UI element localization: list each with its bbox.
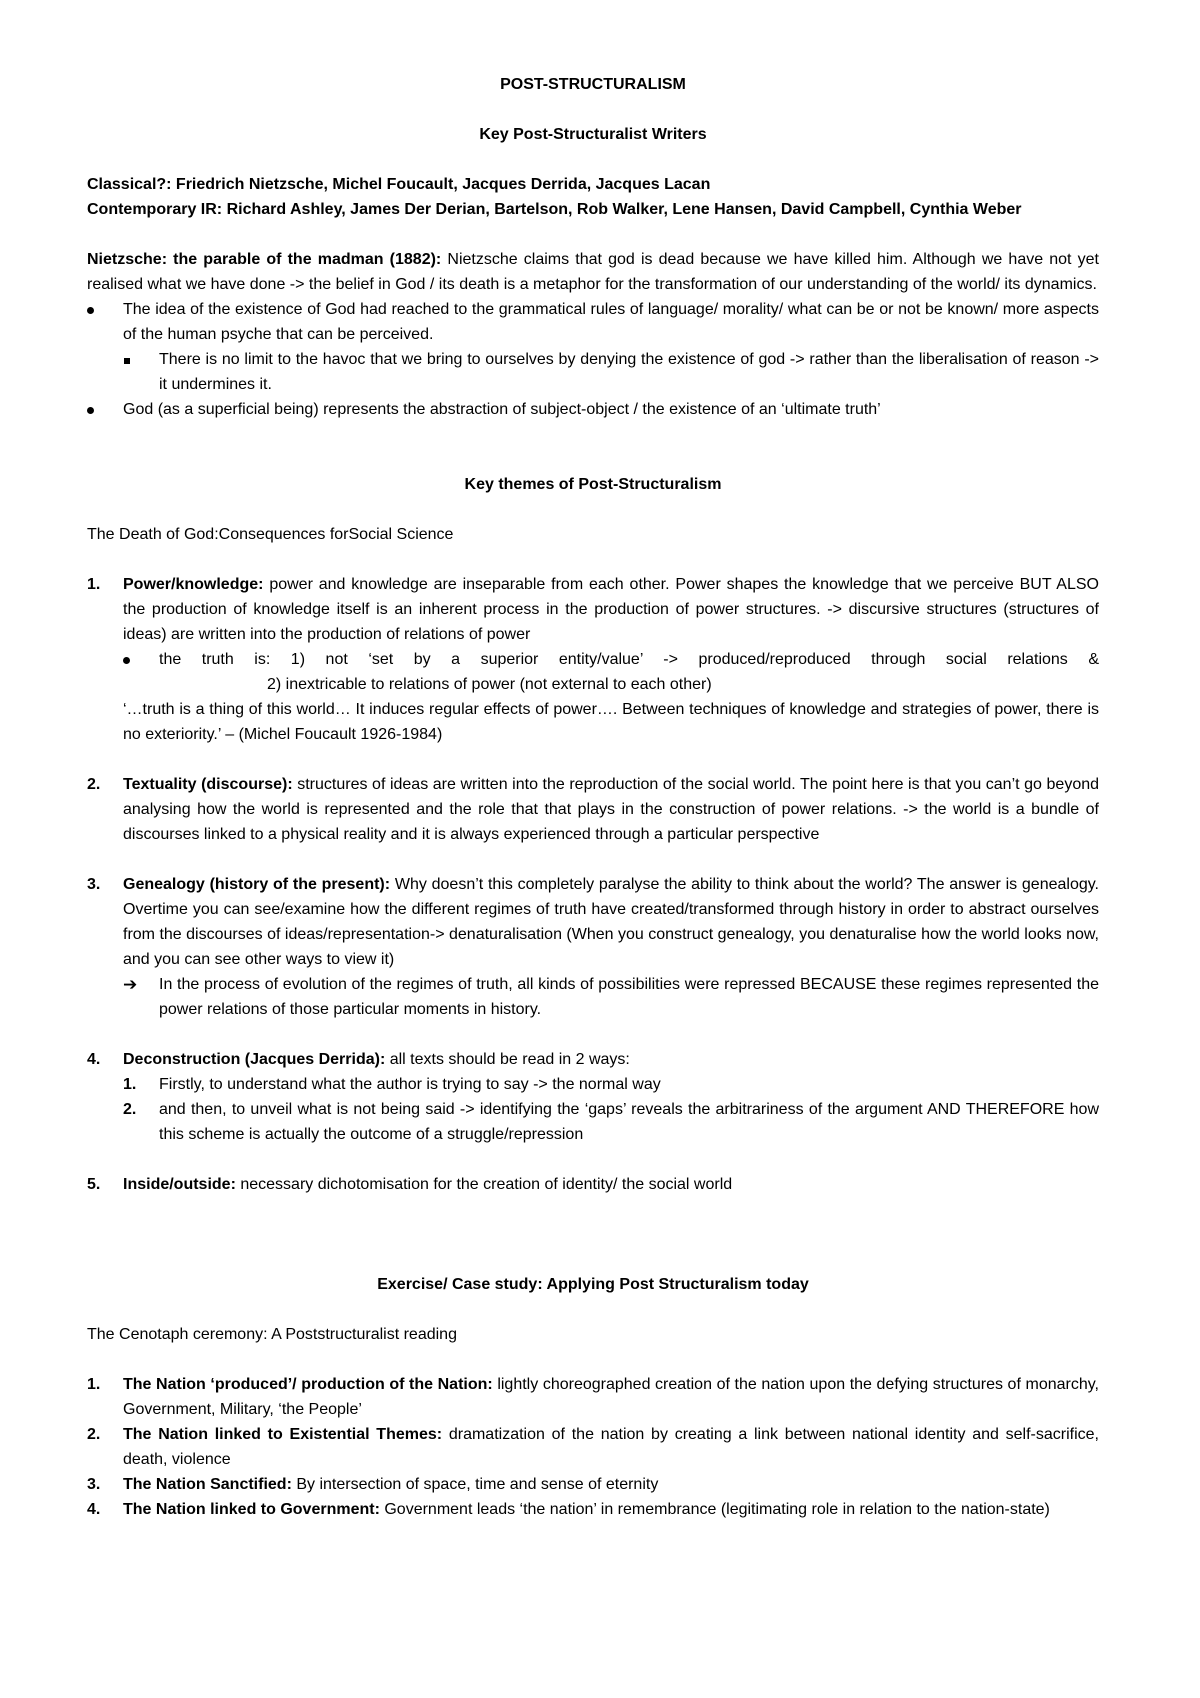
- exercise-item-3-text: By intersection of space, time and sense of eternity: [291, 1476, 659, 1493]
- theme-item-5-text: necessary dichotomisation for the creation of identity/ the social world: [235, 1176, 733, 1193]
- nietzsche-bullet-1-text: The idea of the existence of God had reached to the grammatical rules of language/ morality/ what can be or not be known/ more aspects of the human psyche that can be perceived.: [123, 301, 1099, 343]
- exercise-heading: Exercise/ Case study: Applying Post Structuralism today: [377, 1276, 809, 1293]
- bullet-icon: [87, 407, 94, 414]
- exercise-item-3-lead: The Nation Sanctified:: [123, 1476, 292, 1493]
- theme-item-5-number: 5.: [87, 1176, 101, 1193]
- theme-item-3-number: 3.: [87, 876, 101, 893]
- classical-writers: Classical?: Friedrich Nietzsche, Michel Foucault, Jacques Derrida, Jacques Lacan: [87, 176, 711, 193]
- theme-item-3-lead: Genealogy (history of the present):: [123, 876, 391, 893]
- themes-subheading: The Death of God:Consequences forSocial Science: [87, 526, 454, 543]
- theme-item-2-lead: Textuality (discourse):: [123, 776, 293, 793]
- themes-heading: Key themes of Post-Structuralism: [464, 476, 722, 493]
- deconstruction-sub-2: [123, 1097, 1099, 1147]
- nietzsche-subbullet-1: [123, 347, 1099, 397]
- square-bullet-icon: [124, 358, 130, 364]
- truth-bullet: [123, 647, 1099, 697]
- genealogy-arrow-text: In the process of evolution of the regimes of truth, all kinds of possibilities were repressed BECAUSE these regimes represented the power relations of those particular moments in history.: [159, 976, 1099, 1018]
- nietzsche-paragraph: [87, 247, 1099, 297]
- arrow-right-icon: ➔: [123, 975, 138, 994]
- nietzsche-subbullet-1-text: There is no limit to the havoc that we bring to ourselves by denying the existence of god -> rather than the liberalisation of reason -> it undermines it.: [159, 351, 1099, 393]
- exercise-item-2-number: 2.: [87, 1426, 101, 1443]
- nietzsche-bullet-2-text: God (as a superficial being) represents the abstraction of subject-object / the existence of an ‘ultimate truth’: [123, 401, 881, 418]
- theme-item-2-number: 2.: [87, 776, 101, 793]
- bullet-icon: [123, 657, 130, 664]
- deconstruction-sub-1-text: Firstly, to understand what the author is trying to say -> the normal way: [159, 1076, 661, 1093]
- exercise-item-2-lead: The Nation linked to Existential Themes:: [123, 1426, 443, 1443]
- theme-item-2-text: structures of ideas are written into the reproduction of the social world. The point here is that you can’t go beyond analysing how the world is represented and the role that that plays in the construction of power relations. -> the world is a bundle of discourses linked to a physical reality and it is always experienced through a particular perspective: [123, 776, 1100, 843]
- exercise-subheading: The Cenotaph ceremony: A Poststructuralist reading: [87, 1326, 457, 1343]
- deconstruction-sub-2-number: 2.: [123, 1101, 137, 1118]
- theme-item-5: [87, 1172, 1099, 1197]
- exercise-item-4-number: 4.: [87, 1501, 101, 1518]
- nietzsche-bullet-2: [87, 397, 1099, 422]
- exercise-item-2-text: dramatization of the nation by creating a link between national identity and self-sacrifice, death, violence: [123, 1426, 1100, 1468]
- exercise-item-1: [87, 1372, 1099, 1422]
- document-title: POST-STRUCTURALISM: [500, 76, 686, 93]
- theme-item-1: [87, 572, 1099, 647]
- exercise-item-4-text: Government leads ‘the nation’ in remembrance (legitimating role in relation to the nation-state): [379, 1501, 1050, 1518]
- exercise-item-4-lead: The Nation linked to Government:: [123, 1501, 380, 1518]
- theme-item-5-lead: Inside/outside:: [123, 1176, 236, 1193]
- theme-item-1-number: 1.: [87, 576, 101, 593]
- contemporary-writers: Contemporary IR: Richard Ashley, James Der Derian, Bartelson, Rob Walker, Lene Hansen, David Campbell, Cynthia Weber: [87, 201, 1022, 218]
- deconstruction-sub-1-number: 1.: [123, 1076, 137, 1093]
- nietzsche-lead: Nietzsche: the parable of the madman (1882):: [87, 251, 442, 268]
- theme-item-1-text: power and knowledge are inseparable from each other. Power shapes the knowledge that we perceive BUT ALSO the production of knowledge itself is an inherent process in the production of power structures. -> discursive structures (structures of ideas) are written into the production of relations of power: [123, 576, 1099, 643]
- exercise-item-1-number: 1.: [87, 1376, 101, 1393]
- exercise-item-2: [87, 1422, 1099, 1472]
- theme-item-3: [87, 872, 1099, 972]
- theme-item-4: [87, 1047, 1099, 1072]
- exercise-item-4: [87, 1497, 1099, 1522]
- exercise-item-1-text: lightly choreographed creation of the nation upon the defying structures of monarchy, Government, Military, ‘the People’: [123, 1376, 1099, 1418]
- truth-bullet-line-2: 2) inextricable to relations of power (not external to each other): [267, 676, 712, 693]
- writers-heading: Key Post-Structuralist Writers: [479, 126, 707, 143]
- genealogy-arrow-item: [123, 972, 1099, 1022]
- exercise-item-1-lead: The Nation ‘produced’/ production of the Nation:: [123, 1376, 493, 1393]
- nietzsche-bullet-1: [87, 297, 1099, 347]
- theme-item-4-text: all texts should be read in 2 ways:: [385, 1051, 630, 1068]
- document-page: [87, 72, 1099, 1522]
- theme-item-1-lead: Power/knowledge:: [123, 576, 264, 593]
- theme-item-4-lead: Deconstruction (Jacques Derrida):: [123, 1051, 386, 1068]
- foucault-quote: ‘…truth is a thing of this world… It induces regular effects of power…. Between techniques of knowledge and strategies of power, there is no exteriority.’ – (Michel Foucault 1926-1984): [123, 701, 1099, 743]
- exercise-item-3: [87, 1472, 1099, 1497]
- nietzsche-text: Nietzsche claims that god is dead because we have killed him. Although we have not yet realised what we have done -> the belief in God / its death is a metaphor for the transformation of our understanding of the world/ its dynamics.: [87, 251, 1099, 293]
- exercise-item-3-number: 3.: [87, 1476, 101, 1493]
- deconstruction-sub-2-text: and then, to unveil what is not being said -> identifying the ‘gaps’ reveals the arbitrariness of the argument AND THEREFORE how this scheme is actually the outcome of a struggle/repression: [159, 1101, 1099, 1143]
- theme-item-3-text: Why doesn’t this completely paralyse the ability to think about the world? The answer is genealogy. Overtime you can see/examine how the different regimes of truth have created/transformed through history in order to abstract ourselves from the discourses of ideas/representation-> denaturalisation (When you construct genealogy, you denaturalise how the world looks now, and you can see other ways to view it): [123, 876, 1099, 968]
- deconstruction-sub-1: [123, 1072, 1099, 1097]
- bullet-icon: [87, 307, 94, 314]
- truth-bullet-line-1: the truth is: 1) not ‘set by a superior entity/value’ -> produced/reproduced through social relations &: [159, 651, 1099, 668]
- theme-item-2: [87, 772, 1099, 847]
- theme-item-4-number: 4.: [87, 1051, 101, 1068]
